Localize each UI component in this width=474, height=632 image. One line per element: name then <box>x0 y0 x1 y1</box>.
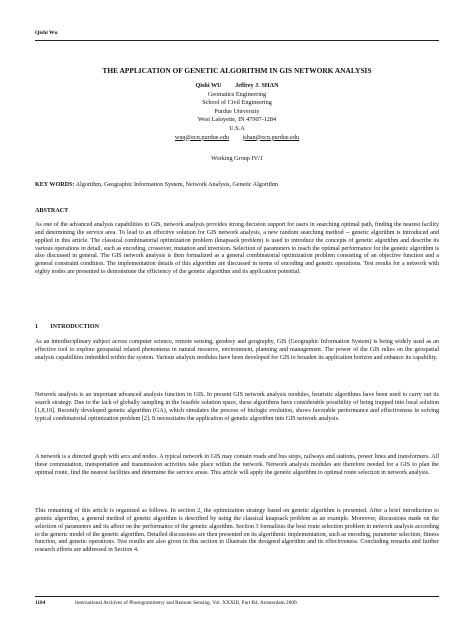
intro-paragraph-2 <box>35 392 439 423</box>
intro-text-4: This remaining of this article is organized as follows. In section 2, the optimization strategy based on genetic algorithm is presented. After a brief introduction to genetic algorithm, a general method of genetic algorithm is described by using the classical knapsack problem as an example. Moreover, discussions made on the selection of parameters and its affect on the performance of the genetic algorithm. Section 3 formalizes the best route selection problem in network analysis according to the generic model of the genetic algorithm. Detailed discussions are then presented on its algorithmic implementation, such as encoding, parameter selection, fitness function, and genetic operations. Test results are also given in this section to illustrate the designed algorithm and its effectiveness. Concluding remarks and further research efforts are addressed in Section 4. <box>35 508 440 554</box>
keywords-line <box>35 181 439 189</box>
affiliation-line-3: Purdue University <box>214 107 260 115</box>
intro-paragraph-1 <box>35 339 439 363</box>
working-group: Working Group IV/1 <box>211 155 263 162</box>
abstract-text: As one of the advanced analysis capabilities in GIS, network analysis provides strong decision support for users in searching optimal path, finding the nearest facility and determining the service area. To lead to an effective solution for GIS network analysis, a new random searching method -- genetic algorithm is introduced and applied in this article. The classical combinatorial optimization problem (knapsack problem) is used to introduce the concepts of genetic algorithm and describe its various operations in detail, such as encoding, crossover, mutation and inversion. Selection of parameters to reach the optimal performance for the genetic algorithm is also discussed in general. The GIS network analysis is then formalized as a general combinatorial optimization problem consisting of an objective function and a general constraint condition. The implementation details of this algorithm are discussed in terms of encoding and genetic operations. Test results for a network with eighty nodes are presented to demonstrate the efficiency of the genetic algorithm and its application potential. <box>35 222 439 276</box>
header-rule <box>35 40 439 41</box>
author-block <box>35 82 439 142</box>
keywords-label: KEY WORDS: <box>35 182 75 188</box>
affiliation-line-2: School of Civil Engineering <box>202 99 272 107</box>
affiliation-line-4: West Lafayette, IN 47907-1284 <box>197 116 277 124</box>
introduction-heading: 1 INTRODUCTION <box>35 324 99 330</box>
running-header-author: Qishi Wu <box>35 30 58 36</box>
author-name-2: Jeffrey J. SHAN <box>235 82 279 89</box>
paper-title: THE APPLICATION OF GENETIC ALGORITHM IN GIS NETWORK ANALYSIS <box>102 66 372 75</box>
footer-rule <box>35 596 439 597</box>
intro-paragraph-4 <box>35 508 439 555</box>
email-link-1[interactable]: wuq@ecn.purdue.edu <box>174 133 230 141</box>
footer-citation: International Archives of Photogrammetry and Remote Sensing. Vol. XXXIII, Part B4. Amsterdam 2000. <box>75 600 298 606</box>
page-footer <box>35 600 439 607</box>
affiliation-line-5: U.S.A <box>229 124 245 132</box>
abstract-heading: ABSTRACT <box>35 208 69 214</box>
author-name-1: Qishi WU <box>195 82 222 89</box>
intro-text-2: Network analysis is an important advanced analysis function in GIS. In present GIS network analysis modules, heuristic algorithms have been used to carry out its search strategy. Due to the lack of globally sampling in the feasible solution space, these algorithms have considerable possibility of being trapped into local solution [1,8,10]. Recently developed genetic algorithm (GA), which simulates the process of biologic evolution, shows favorable performance and effectiveness in solving typical combinatorial optimization problem [2]. It necessitates the application of genetic algorithm into GIS network analysis. <box>35 392 439 422</box>
affiliation-line-1: Geomatics Engineering <box>207 90 267 98</box>
page-number: 1184 <box>35 600 46 606</box>
intro-text-3: A network is a directed graph with arcs and nodes. A typical network in GIS may contain roads and bus stops, railways and stations, power lines and transformers. All these commutation, transportation and transmission activities take place within the network. Network analysis modules are therefore needed for a GIS to plan the optimal route, find the nearest facilities and determine the service areas. This article will apply the genetic algorithm to optimal route selection in network analysis. <box>35 454 439 476</box>
intro-text-1: As an interdisciplinary subject across computer science, remote sensing, geodesy and geography, GIS (Geographic Information System) is being widely used as an effective tool to explore geospatial related phenomena in natural resource, environment, planning and management. The power of the GIS relies on the geospatial analysis capabilities imbedded within the system. Various analysis modules have been developed for GIS to broaden its application horizon and enhance its capability. <box>35 339 439 361</box>
keywords-text: Algorithm, Geographic Information System, Network Analysis, Genetic Algorithm <box>74 182 279 188</box>
author-names <box>35 82 439 91</box>
author-emails <box>35 134 439 143</box>
email-link-2[interactable]: jshan@ecn.purdue.edu <box>242 133 300 141</box>
intro-paragraph-3 <box>35 454 439 478</box>
abstract-paragraph <box>35 222 439 277</box>
